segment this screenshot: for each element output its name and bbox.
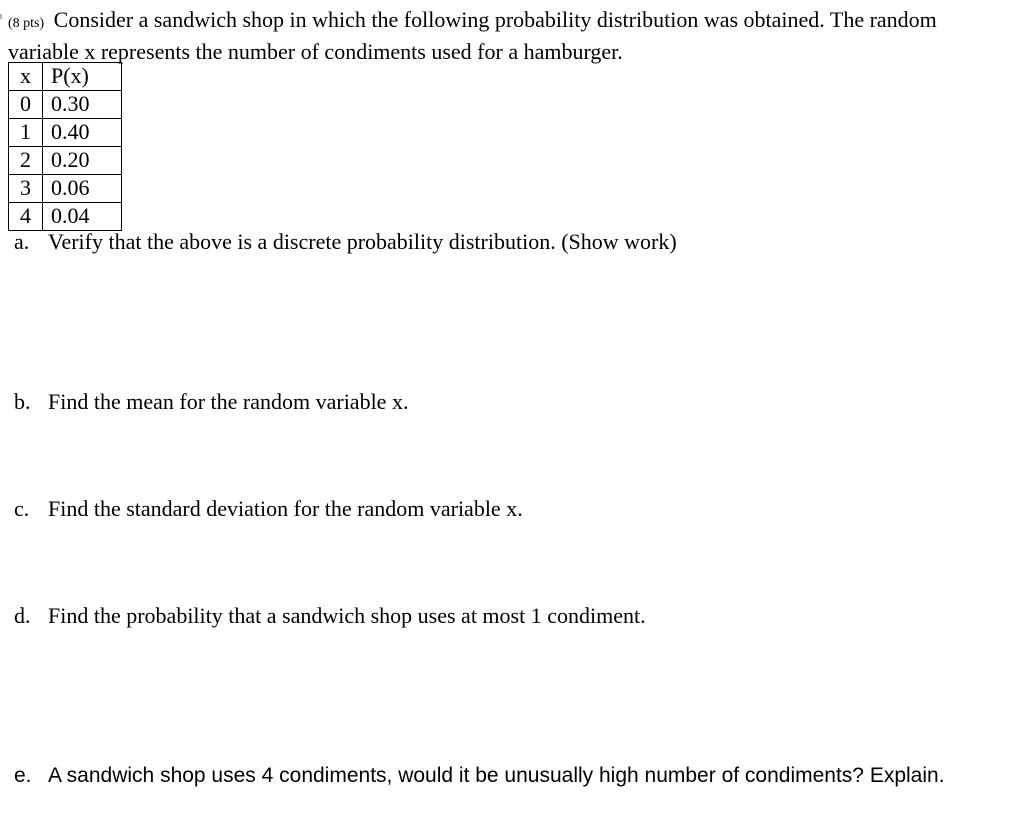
question-text: Find the probability that a sandwich shop uses at most 1 condiment. [48, 603, 646, 628]
table-cell-x: 3 [9, 175, 43, 203]
question-letter: a. [14, 229, 30, 254]
table-cell-p: 0.04 [43, 203, 122, 231]
table-header-px: P(x) [43, 63, 122, 91]
question-e [14, 763, 945, 789]
table-cell-p: 0.30 [43, 91, 122, 119]
question-c [14, 496, 523, 522]
table-cell-x: 4 [9, 203, 43, 231]
table-row [9, 147, 122, 175]
table-cell-x: 1 [9, 119, 43, 147]
table-row [9, 203, 122, 231]
question-letter: b. [14, 389, 31, 414]
table-cell-p: 0.40 [43, 119, 122, 147]
list-marker [0, 14, 2, 19]
table-row [9, 119, 122, 147]
question-a [14, 229, 677, 255]
table-cell-x: 0 [9, 91, 43, 119]
table-row [9, 175, 122, 203]
problem-statement [8, 6, 1008, 66]
table-row [9, 91, 122, 119]
question-b [14, 389, 408, 415]
problem-text: Consider a sandwich shop in which the following probability distribution was obtained. The random variable x represents the number of condiments used for a hamburger. [8, 7, 937, 64]
table-header-x: x [9, 63, 43, 91]
question-letter: d. [14, 603, 31, 628]
question-text: A sandwich shop uses 4 condiments, would it be unusually high number of condiments? Explain. [48, 764, 945, 787]
table-cell-p: 0.06 [43, 175, 122, 203]
table-cell-p: 0.20 [43, 147, 122, 175]
question-d [14, 603, 646, 629]
question-text: Find the standard deviation for the random variable x. [48, 496, 523, 521]
question-text: Verify that the above is a discrete probability distribution. (Show work) [48, 229, 677, 254]
points-label: (8 pts) [8, 16, 45, 31]
table-header-row [9, 63, 122, 91]
question-letter: c. [14, 496, 30, 521]
question-text: Find the mean for the random variable x. [48, 389, 409, 414]
table-cell-x: 2 [9, 147, 43, 175]
question-letter: e. [14, 764, 32, 787]
probability-table [8, 62, 122, 231]
